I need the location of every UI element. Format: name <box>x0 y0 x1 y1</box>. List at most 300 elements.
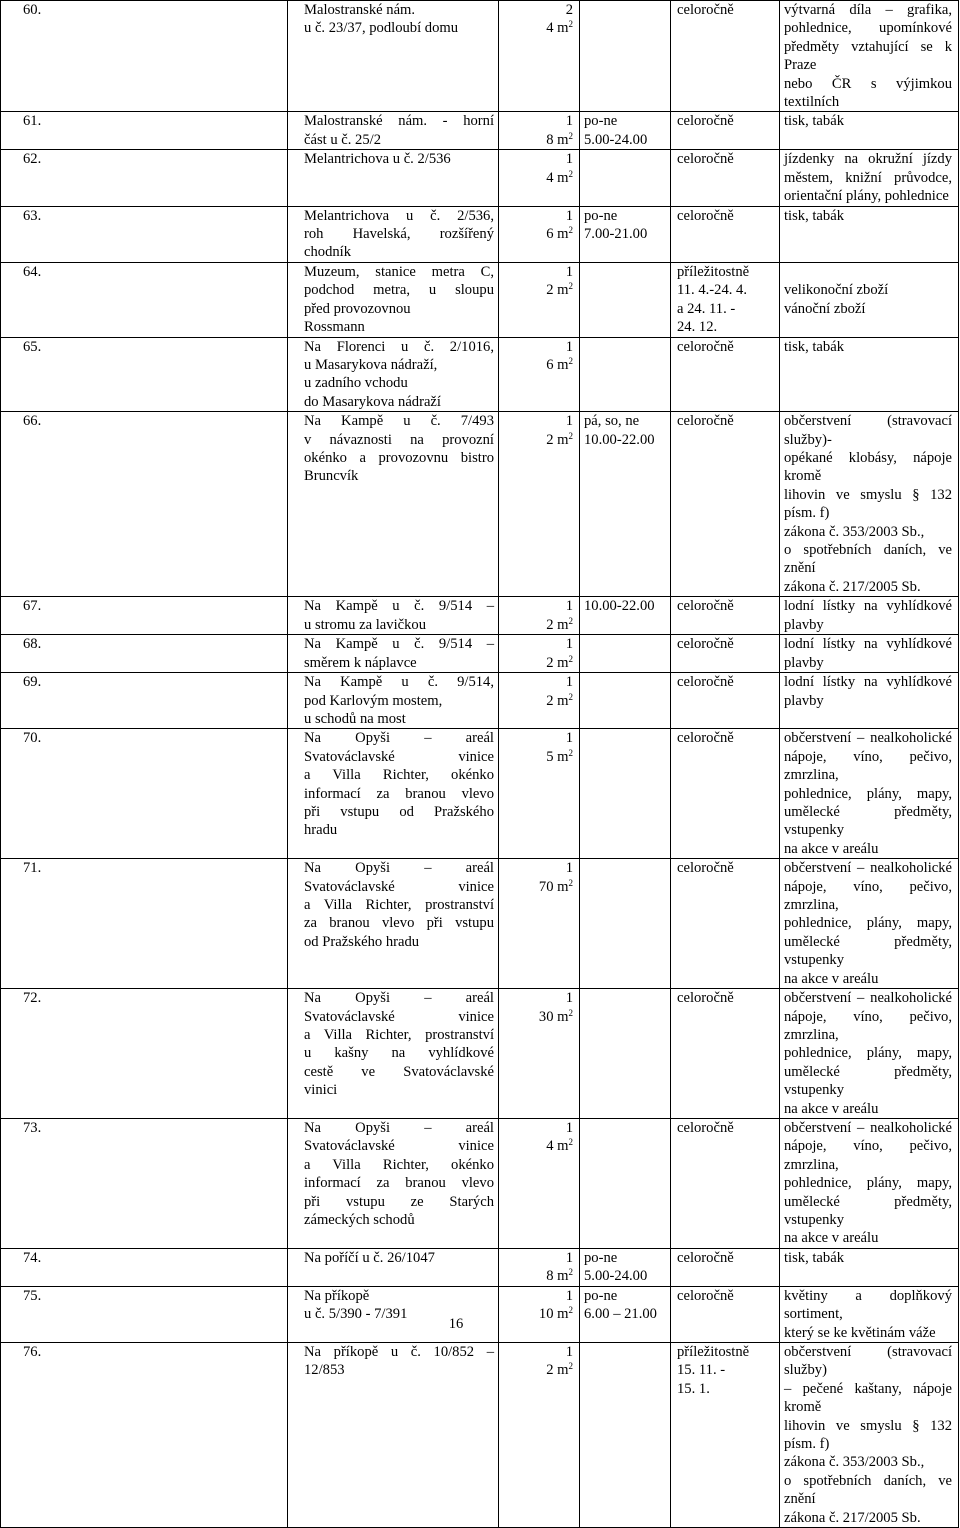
location-line: a Villa Richter, okénko <box>304 767 494 784</box>
period-cell <box>671 112 780 150</box>
hours-cell <box>580 412 671 597</box>
period-cell <box>671 412 780 597</box>
period-cell <box>671 635 780 673</box>
row-number: 71. <box>23 860 42 877</box>
row-number: 64. <box>23 263 42 280</box>
location-line: a Villa Richter, prostranství <box>304 897 494 914</box>
goods-cell <box>780 150 959 206</box>
location-line: Melantrichova u č. 2/536, <box>304 207 494 224</box>
location-cell <box>288 262 499 337</box>
goods-line: květiny a doplňkový sortiment, <box>784 1287 952 1323</box>
stand-size: 2 m <box>546 654 569 671</box>
location-line: informací za branou vlevo <box>304 1175 494 1192</box>
goods-line: umělecké předměty, vstupenky <box>784 1193 952 1228</box>
period-cell <box>671 673 780 729</box>
location-line: u stromu za lavičkou <box>304 616 426 633</box>
location-line: u Masarykova nádraží, <box>304 356 438 373</box>
stand-size: 6 m <box>546 226 569 243</box>
period-line: celoročně <box>677 674 734 691</box>
row-number-cell <box>1 262 288 337</box>
location-line: Na Opyši – areál <box>304 730 494 747</box>
hours-line: 5.00-24.00 <box>584 1268 648 1285</box>
period-line: celoročně <box>677 207 734 224</box>
goods-line: pohlednice, plány, mapy, <box>784 1175 952 1192</box>
location-line: podchod metra, u sloupu <box>304 282 494 299</box>
location-line: chodník <box>304 244 352 261</box>
stand-size: 4 m <box>546 1138 569 1155</box>
period-line: celoročně <box>677 636 734 653</box>
goods-line: výtvarná díla – grafika, <box>784 2 952 18</box>
location-line: Na Kampě u č. 7/493 <box>304 413 494 430</box>
goods-line: plavby <box>784 616 824 633</box>
row-number-cell <box>1 673 288 729</box>
stand-size: 4 m <box>546 20 569 37</box>
hours-cell <box>580 150 671 206</box>
goods-line <box>784 263 952 281</box>
hours-cell <box>580 206 671 262</box>
goods-line: pohlednice, upomínkové <box>784 20 952 37</box>
goods-line: který se ke květinám váže <box>784 1324 936 1341</box>
location-line: a Villa Richter, okénko <box>304 1156 494 1173</box>
period-line: celoročně <box>677 990 734 1007</box>
square-exponent: 2 <box>568 225 573 236</box>
period-line: celoročně <box>677 598 734 615</box>
period-line: 11. 4.-24. 4. <box>677 282 747 299</box>
location-cell <box>288 1343 499 1528</box>
goods-line: nápoje, víno, pečivo, zmrzlina, <box>784 1138 952 1173</box>
location-line: Na Kampě u č. 9/514 – <box>304 636 494 653</box>
location-cell <box>288 1248 499 1286</box>
table-row <box>1 989 959 1119</box>
goods-cell <box>780 1343 959 1528</box>
location-line: zámeckých schodů <box>304 1211 415 1228</box>
area-cell <box>499 1343 580 1528</box>
hours-cell <box>580 673 671 729</box>
period-line: celoročně <box>677 1119 734 1136</box>
row-number: 60. <box>23 2 42 18</box>
location-line: Na Opyši – areál <box>304 990 494 1007</box>
stand-count: 1 <box>565 1287 573 1304</box>
location-line: Rossmann <box>304 319 365 336</box>
goods-line: jízdenky na okružní jízdy <box>784 151 952 168</box>
goods-line: zákona č. 217/2005 Sb. <box>784 578 921 595</box>
location-line: Bruncvík <box>304 468 359 485</box>
row-number: 67. <box>23 598 42 615</box>
goods-cell <box>780 206 959 262</box>
goods-line: lihovin ve smyslu § 132 písm. f) <box>784 486 952 522</box>
goods-line: o spotřebních daních, ve znění <box>784 1472 952 1508</box>
goods-cell <box>780 1248 959 1286</box>
location-line: roh Havelská, rozšířený <box>304 226 494 243</box>
row-number-cell <box>1 1 288 112</box>
stand-size: 10 m <box>538 1306 569 1323</box>
goods-line: předměty vztahující se k Praze <box>784 38 952 74</box>
hours-cell <box>580 1343 671 1528</box>
location-line: Svatováclavské vinice <box>304 1138 494 1155</box>
period-line: celoročně <box>677 1249 734 1266</box>
stand-size: 6 m <box>546 356 569 373</box>
row-number-cell <box>1 150 288 206</box>
location-line: Malostranské nám. - horní <box>304 113 494 130</box>
period-line: 15. 11. - <box>677 1362 726 1379</box>
goods-line: tisk, tabák <box>784 1249 844 1266</box>
row-number-cell <box>1 412 288 597</box>
stand-size: 2 m <box>546 1362 569 1379</box>
stand-size: 30 m <box>538 1008 569 1025</box>
location-cell <box>288 337 499 412</box>
table-row <box>1 1286 959 1342</box>
period-line: celoročně <box>677 2 734 18</box>
goods-line: občerstvení – nealkoholické <box>784 1119 952 1136</box>
square-exponent: 2 <box>568 877 573 888</box>
hours-line: 5.00-24.00 <box>584 131 648 148</box>
stand-count: 1 <box>565 990 573 1007</box>
square-exponent: 2 <box>568 1267 573 1278</box>
goods-line: pohlednice, plány, mapy, <box>784 1045 952 1062</box>
goods-line: občerstvení – nealkoholické <box>784 730 952 747</box>
hours-cell <box>580 262 671 337</box>
goods-line: občerstvení (stravovací služby)- <box>784 413 952 448</box>
period-line: celoročně <box>677 413 734 430</box>
location-line: Na příkopě u č. 10/852 – <box>304 1344 494 1360</box>
table-row <box>1 597 959 635</box>
period-cell <box>671 729 780 859</box>
row-number: 65. <box>23 338 42 355</box>
hours-line: pá, so, ne <box>584 413 640 430</box>
period-line: celoročně <box>677 1287 734 1304</box>
location-cell <box>288 412 499 597</box>
area-cell <box>499 597 580 635</box>
row-number-cell <box>1 337 288 412</box>
location-cell <box>288 635 499 673</box>
row-number-cell <box>1 635 288 673</box>
square-exponent: 2 <box>568 653 573 664</box>
location-line: u č. 23/37, podloubí domu <box>304 20 459 37</box>
row-number-cell <box>1 597 288 635</box>
goods-line: na akce v areálu <box>784 1230 879 1247</box>
stand-count: 1 <box>565 263 573 280</box>
goods-cell <box>780 262 959 337</box>
stand-count: 1 <box>565 860 573 877</box>
period-line: celoročně <box>677 151 734 168</box>
goods-line: zákona č. 353/2003 Sb., <box>784 523 925 540</box>
square-exponent: 2 <box>568 19 573 30</box>
area-cell <box>499 150 580 206</box>
row-number-cell <box>1 112 288 150</box>
row-number-cell <box>1 1343 288 1528</box>
goods-line: plavby <box>784 692 824 709</box>
row-number-cell <box>1 729 288 859</box>
table-row <box>1 1118 959 1248</box>
row-number: 72. <box>23 990 42 1007</box>
location-line: Svatováclavské vinice <box>304 878 494 895</box>
goods-line: plavby <box>784 654 824 671</box>
location-line: za branou vlevo při vstupu <box>304 915 494 932</box>
hours-line: 7.00-21.00 <box>584 226 648 243</box>
location-line: Na Opyši – areál <box>304 860 494 877</box>
location-line: Melantrichova u č. 2/536 <box>304 151 451 168</box>
hours-cell <box>580 337 671 412</box>
location-line: při vstupu od Pražského <box>304 804 494 821</box>
square-exponent: 2 <box>568 615 573 626</box>
period-cell <box>671 1 780 112</box>
square-exponent: 2 <box>568 747 573 758</box>
hours-cell <box>580 989 671 1119</box>
location-line: Svatováclavské vinice <box>304 748 494 765</box>
goods-line: zákona č. 217/2005 Sb. <box>784 1509 921 1526</box>
location-line: Muzeum, stanice metra C, <box>304 263 494 280</box>
goods-cell <box>780 337 959 412</box>
table-row <box>1 673 959 729</box>
period-cell <box>671 989 780 1119</box>
hours-line: po-ne <box>584 113 618 130</box>
area-cell <box>499 206 580 262</box>
goods-line: na akce v areálu <box>784 970 879 987</box>
row-number: 70. <box>23 730 42 747</box>
goods-line: městem, knižní průvodce, <box>784 169 952 186</box>
stand-count: 1 <box>565 1249 573 1266</box>
stand-size: 4 m <box>546 169 569 186</box>
location-line: Malostranské nám. <box>304 2 416 18</box>
goods-line: nápoje, víno, pečivo, zmrzlina, <box>784 878 952 914</box>
location-line: Na Kampě u č. 9/514 – <box>304 598 494 615</box>
stand-count: 1 <box>565 598 573 615</box>
table-row <box>1 337 959 412</box>
hours-cell <box>580 729 671 859</box>
period-cell <box>671 150 780 206</box>
goods-line: umělecké předměty, vstupenky <box>784 933 952 969</box>
table-row <box>1 729 959 859</box>
goods-line: umělecké předměty, vstupenky <box>784 1063 952 1099</box>
location-cell <box>288 729 499 859</box>
goods-cell <box>780 597 959 635</box>
stand-size: 8 m <box>546 1268 569 1285</box>
period-cell <box>671 206 780 262</box>
period-cell <box>671 1248 780 1286</box>
table-row <box>1 150 959 206</box>
location-line: Na Kampě u č. 9/514, <box>304 674 494 691</box>
location-line: před provozovnou <box>304 300 411 317</box>
goods-line: občerstvení (stravovací služby) <box>784 1344 952 1379</box>
goods-line: nápoje, víno, pečivo, zmrzlina, <box>784 748 952 784</box>
location-line: Na Opyši – areál <box>304 1119 494 1136</box>
square-exponent: 2 <box>568 1007 573 1018</box>
location-cell <box>288 150 499 206</box>
table-row <box>1 1343 959 1528</box>
location-line: okénko a provozovnu bistro <box>304 449 494 466</box>
location-cell <box>288 673 499 729</box>
location-line: hradu <box>304 822 338 839</box>
goods-cell <box>780 635 959 673</box>
period-line: 15. 1. <box>677 1380 710 1397</box>
row-number-cell <box>1 989 288 1119</box>
hours-line: po-ne <box>584 1287 618 1304</box>
goods-line: nápoje, víno, pečivo, zmrzlina, <box>784 1008 952 1043</box>
square-exponent: 2 <box>568 430 573 441</box>
location-line: 12/853 <box>304 1362 345 1379</box>
area-cell <box>499 859 580 989</box>
hours-cell <box>580 1248 671 1286</box>
area-cell <box>499 729 580 859</box>
row-number-cell <box>1 1118 288 1248</box>
area-cell <box>499 989 580 1119</box>
page-number: 16 <box>448 1316 464 1332</box>
hours-cell <box>580 1286 671 1342</box>
location-cell <box>288 1286 499 1342</box>
location-line: část u č. 25/2 <box>304 131 382 148</box>
location-line: Svatováclavské vinice <box>304 1008 494 1025</box>
period-line: příležitostně <box>677 1344 750 1360</box>
area-cell <box>499 262 580 337</box>
table-row <box>1 635 959 673</box>
period-line: celoročně <box>677 730 734 747</box>
hours-line: 10.00-22.00 <box>584 598 655 615</box>
stand-count: 1 <box>565 413 573 430</box>
area-cell <box>499 1 580 112</box>
area-cell <box>499 635 580 673</box>
goods-cell <box>780 859 959 989</box>
row-number-cell <box>1 1248 288 1286</box>
row-number: 62. <box>23 151 42 168</box>
goods-line: nebo ČR s výjimkou textilních <box>784 75 952 111</box>
location-cell <box>288 206 499 262</box>
goods-line: občerstvení – nealkoholické <box>784 990 952 1007</box>
square-exponent: 2 <box>568 1361 573 1372</box>
goods-line: na akce v areálu <box>784 1100 879 1117</box>
area-cell <box>499 673 580 729</box>
area-cell <box>499 337 580 412</box>
square-exponent: 2 <box>568 691 573 702</box>
hours-line: po-ne <box>584 207 618 224</box>
stand-count: 1 <box>565 1119 573 1136</box>
location-line: u kašny na vyhlídkové <box>304 1045 494 1062</box>
stand-size: 8 m <box>546 131 569 148</box>
goods-line: o spotřebních daních, ve znění <box>784 541 952 577</box>
location-line: směrem k náplavce <box>304 654 417 671</box>
goods-line: tisk, tabák <box>784 207 844 224</box>
location-line: u č. 5/390 - 7/391 <box>304 1306 408 1323</box>
location-line: u zadního vchodu <box>304 375 408 392</box>
row-number-cell <box>1 206 288 262</box>
row-number: 68. <box>23 636 42 653</box>
goods-line: na akce v areálu <box>784 840 879 857</box>
goods-cell <box>780 1286 959 1342</box>
stand-count: 1 <box>565 674 573 691</box>
goods-line: – pečené kaštany, nápoje kromě <box>784 1380 952 1416</box>
table-row <box>1 1 959 112</box>
location-line: při vstupu ze Starých <box>304 1193 494 1210</box>
row-number: 74. <box>23 1249 42 1266</box>
location-cell <box>288 1 499 112</box>
goods-cell <box>780 989 959 1119</box>
stand-count: 1 <box>565 730 573 747</box>
stand-size: 2 m <box>546 616 569 633</box>
goods-line: zákona č. 353/2003 Sb., <box>784 1454 925 1471</box>
goods-line: lodní lístky na vyhlídkové <box>784 674 952 691</box>
hours-cell <box>580 859 671 989</box>
row-number: 69. <box>23 674 42 691</box>
goods-cell <box>780 412 959 597</box>
area-cell <box>499 1118 580 1248</box>
stand-count: 1 <box>565 113 573 130</box>
location-line: pod Karlovým mostem, <box>304 692 443 709</box>
location-line: v návaznosti na provozní <box>304 431 494 448</box>
goods-line: lodní lístky na vyhlídkové <box>784 598 952 615</box>
location-line: Na poříčí u č. 26/1047 <box>304 1249 435 1266</box>
square-exponent: 2 <box>568 130 573 141</box>
goods-line: pohlednice, plány, mapy, <box>784 785 952 802</box>
table-row <box>1 412 959 597</box>
period-line: a 24. 11. - <box>677 300 736 317</box>
row-number: 66. <box>23 413 42 430</box>
area-cell <box>499 1286 580 1342</box>
goods-cell <box>780 1 959 112</box>
goods-line: lodní lístky na vyhlídkové <box>784 636 952 653</box>
location-line: informací za branou vlevo <box>304 785 494 802</box>
period-line: celoročně <box>677 860 734 877</box>
goods-line: pohlednice, plány, mapy, <box>784 915 952 932</box>
goods-cell <box>780 729 959 859</box>
goods-line: tisk, tabák <box>784 338 844 355</box>
goods-line: orientační plány, pohlednice <box>784 188 949 205</box>
row-number: 61. <box>23 113 42 130</box>
location-line: do Masarykova nádraží <box>304 393 441 410</box>
period-cell <box>671 1118 780 1248</box>
hours-cell <box>580 1 671 112</box>
stand-count: 1 <box>565 636 573 653</box>
area-cell <box>499 112 580 150</box>
square-exponent: 2 <box>568 281 573 292</box>
stand-size: 70 m <box>538 878 569 895</box>
goods-line: velikonoční zboží <box>784 282 889 299</box>
stand-count: 1 <box>565 338 573 355</box>
period-cell <box>671 337 780 412</box>
period-line: 24. 12. <box>677 319 718 336</box>
square-exponent: 2 <box>568 168 573 179</box>
goods-line: občerstvení – nealkoholické <box>784 860 952 877</box>
location-line: cestě ve Svatováclavské <box>304 1063 494 1080</box>
period-line: příležitostně <box>677 263 750 280</box>
location-line: u schodů na most <box>304 711 406 727</box>
location-line: a Villa Richter, prostranství <box>304 1026 494 1043</box>
row-number: 63. <box>23 207 42 224</box>
stand-size: 2 m <box>546 692 569 709</box>
area-cell <box>499 1248 580 1286</box>
table-row <box>1 262 959 337</box>
period-cell <box>671 262 780 337</box>
stand-count: 2 <box>565 2 573 18</box>
goods-cell <box>780 112 959 150</box>
goods-line: lihovin ve smyslu § 132 písm. f) <box>784 1417 952 1453</box>
row-number-cell <box>1 859 288 989</box>
square-exponent: 2 <box>568 355 573 366</box>
goods-cell <box>780 673 959 729</box>
period-cell <box>671 597 780 635</box>
hours-line: po-ne <box>584 1249 618 1266</box>
hours-line: 10.00-22.00 <box>584 431 655 448</box>
row-number: 75. <box>23 1287 42 1304</box>
goods-line: tisk, tabák <box>784 113 844 130</box>
goods-line: umělecké předměty, vstupenky <box>784 804 952 839</box>
goods-line: opékané klobásy, nápoje kromě <box>784 449 952 485</box>
location-cell <box>288 112 499 150</box>
stand-count: 1 <box>565 151 573 168</box>
stand-size: 2 m <box>546 431 569 448</box>
row-number-cell <box>1 1286 288 1342</box>
table-row <box>1 206 959 262</box>
location-line: Na Florenci u č. 2/1016, <box>304 338 494 355</box>
hours-cell <box>580 112 671 150</box>
